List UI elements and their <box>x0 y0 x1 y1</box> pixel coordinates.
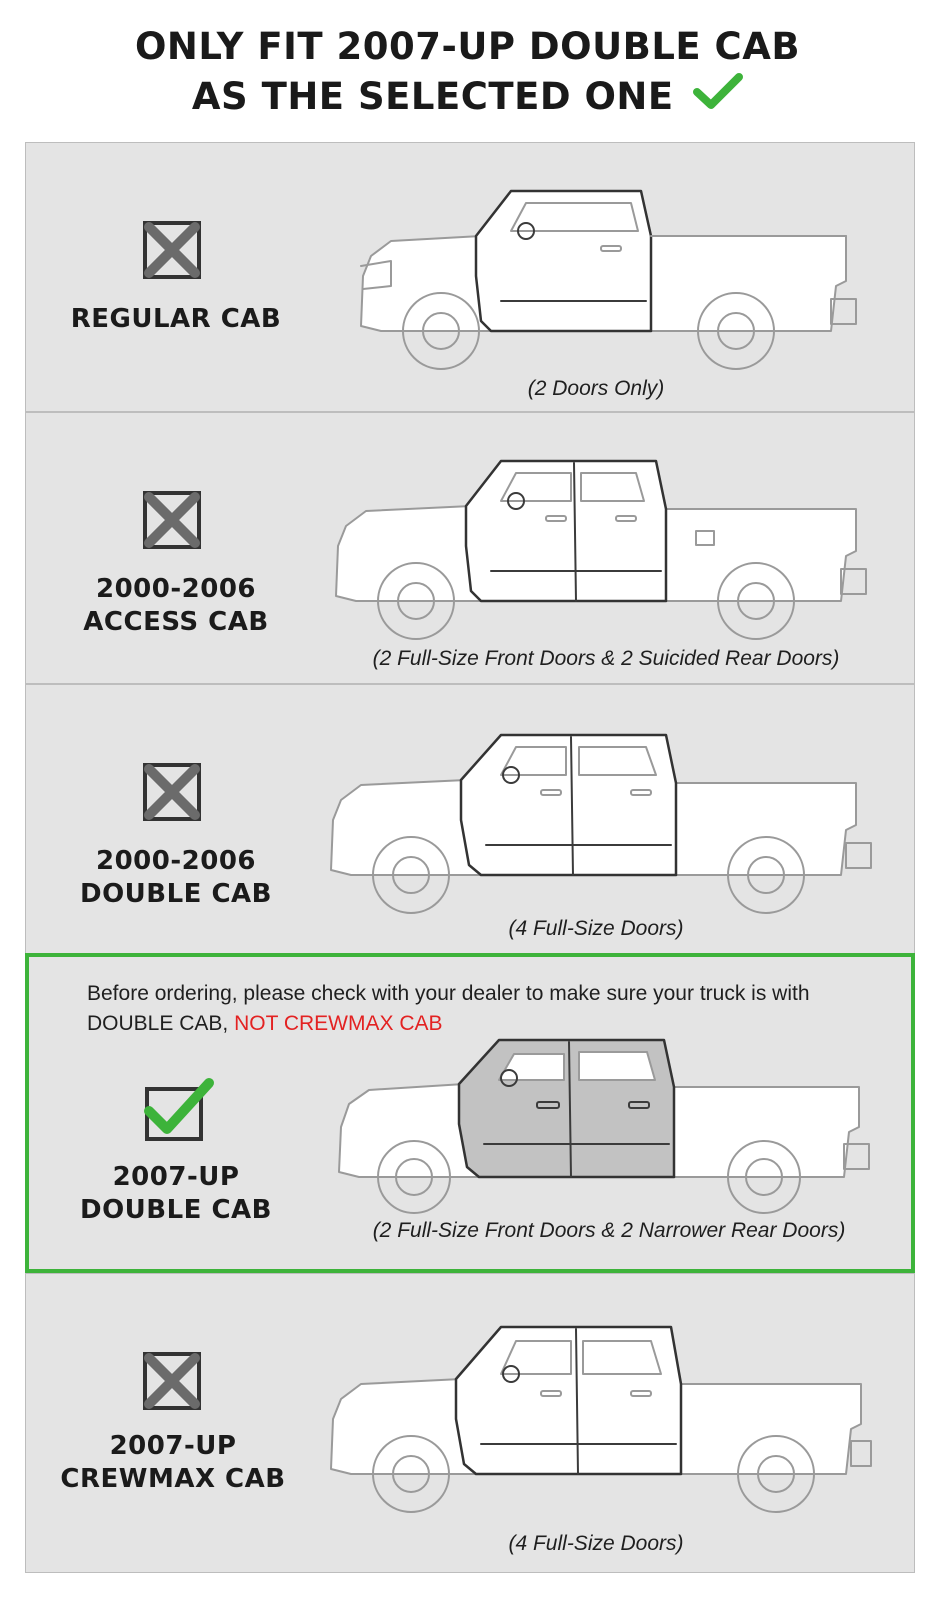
crewmax-cab-truck-illustration <box>321 1319 876 1519</box>
cab-label <box>26 845 326 911</box>
option-2007-up-double-cab <box>25 953 915 1273</box>
cab-label-line: CREWMAX CAB <box>60 1464 286 1494</box>
regular-cab-truck-illustration <box>351 181 871 371</box>
cab-label-line: 2007-UP <box>112 1162 240 1192</box>
green-check-icon <box>693 73 743 124</box>
cab-label-line: 2000-2006 <box>95 574 257 604</box>
note-warning: NOT CREWMAX CAB <box>234 1012 443 1035</box>
title-line-2-text: AS THE SELECTED ONE <box>191 75 674 118</box>
cab-description: (2 Full-Size Front Doors & 2 Suicided Rear Doors) <box>372 647 840 670</box>
x-mark-icon <box>141 1350 203 1417</box>
option-access-cab <box>25 412 915 684</box>
cab-description: (4 Full-Size Doors) <box>508 917 684 940</box>
option-2000-2006-double-cab <box>25 684 915 954</box>
cab-label-line: DOUBLE CAB <box>79 879 272 909</box>
cab-description: (2 Doors Only) <box>527 377 665 400</box>
title-line-2 <box>0 72 935 124</box>
x-mark-icon <box>141 219 203 286</box>
cab-description: (2 Full-Size Front Doors & 2 Narrower Rear Doors) <box>372 1219 846 1242</box>
cab-label <box>23 1430 323 1496</box>
cab-label-line: DOUBLE CAB <box>79 1195 272 1225</box>
x-mark-icon <box>141 489 203 556</box>
x-mark-icon <box>141 761 203 828</box>
dealer-check-note <box>87 979 867 1039</box>
cab-label <box>26 303 326 336</box>
check-mark-icon <box>139 1075 219 1150</box>
page-title <box>0 22 935 124</box>
double-cab-2007-up-truck-illustration <box>329 1032 879 1222</box>
note-text: Before ordering, please check with your dealer to make sure your truck is with DOUBLE CAB, <box>87 982 810 1035</box>
option-regular-cab <box>25 142 915 412</box>
option-crewmax-cab <box>25 1273 915 1573</box>
access-cab-truck-illustration <box>326 451 876 641</box>
cab-description: (4 Full-Size Doors) <box>508 1532 684 1555</box>
cab-label <box>26 573 326 639</box>
cab-label-line: REGULAR CAB <box>70 304 282 334</box>
cab-label-line: 2000-2006 <box>95 846 257 876</box>
cab-label-line: 2007-UP <box>109 1431 237 1461</box>
cab-label <box>26 1161 326 1227</box>
double-cab-2000-2006-truck-illustration <box>321 725 876 915</box>
title-line-1: ONLY FIT 2007-UP DOUBLE CAB <box>134 25 801 68</box>
cab-label-line: ACCESS CAB <box>83 607 269 637</box>
